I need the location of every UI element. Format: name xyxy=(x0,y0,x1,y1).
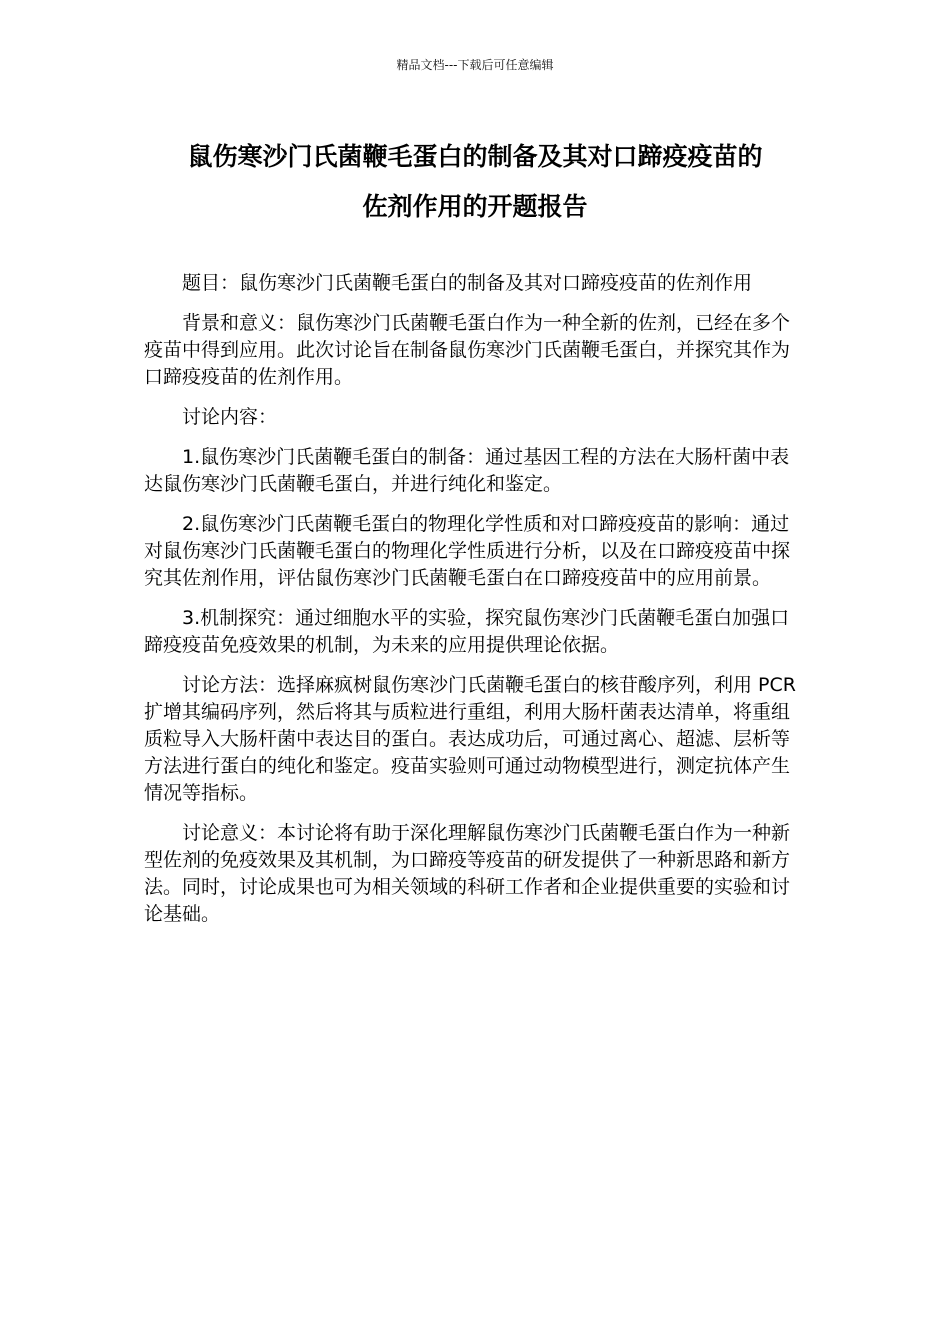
paragraph-methods: 讨论方法：选择麻疯树鼠伤寒沙门氏菌鞭毛蛋白的核苷酸序列，利用 PCR 扩增其编码序列，然后将其与质粒进行重组，利用大肠杆菌表达清单，将重组质粒导入大肠杆菌中表达目的蛋白。表达成功后，可通过离心、超滤、层析等方法进行蛋白的纯化和鉴定。疫苗实验则可通过动物模型进行，测定抗体产生情况等指标。 xyxy=(144,674,796,804)
paragraph-significance: 讨论意义：本讨论将有助于深化理解鼠伤寒沙门氏菌鞭毛蛋白作为一种新型佐剂的免疫效果及其机制，为口蹄疫等疫苗的研发提供了一种新思路和新方法。同时，讨论成果也可为相关领域的科研工作者和企业提供重要的实验和讨论基础。 xyxy=(144,822,791,925)
paragraph-topic: 题目：鼠伤寒沙门氏菌鞭毛蛋白的制备及其对口蹄疫疫苗的佐剂作用 xyxy=(182,272,753,294)
paragraph-item-1: 1.鼠伤寒沙门氏菌鞭毛蛋白的制备：通过基因工程的方法在大肠杆菌中表达鼠伤寒沙门氏菌鞭毛蛋白，并进行纯化和鉴定。 xyxy=(144,446,790,495)
header-note: 精品文档---下载后可任意编辑 xyxy=(396,58,554,72)
title-line-1: 鼠伤寒沙门氏菌鞭毛蛋白的制备及其对口蹄疫疫苗的 xyxy=(187,142,763,171)
paragraph-item-2: 2.鼠伤寒沙门氏菌鞭毛蛋白的物理化学性质和对口蹄疫疫苗的影响：通过对鼠伤寒沙门氏菌鞭毛蛋白的物理化学性质进行分析，以及在口蹄疫疫苗中探究其佐剂作用，评估鼠伤寒沙门氏菌鞭毛蛋白在口蹄疫疫苗中的应用前景。 xyxy=(144,513,791,589)
document-body xyxy=(144,270,796,941)
paragraph-content-heading: 讨论内容： xyxy=(182,406,278,428)
paragraph-item-3: 3.机制探究：通过细胞水平的实验，探究鼠伤寒沙门氏菌鞭毛蛋白加强口蹄疫疫苗免疫效果的机制，为未来的应用提供理论依据。 xyxy=(144,607,790,656)
paragraph-background: 背景和意义：鼠伤寒沙门氏菌鞭毛蛋白作为一种全新的佐剂，已经在多个疫苗中得到应用。此次讨论旨在制备鼠伤寒沙门氏菌鞭毛蛋白，并探究其作为口蹄疫疫苗的佐剂作用。 xyxy=(144,312,791,388)
title-line-2: 佐剂作用的开题报告 xyxy=(362,192,588,221)
document-title xyxy=(140,132,810,232)
